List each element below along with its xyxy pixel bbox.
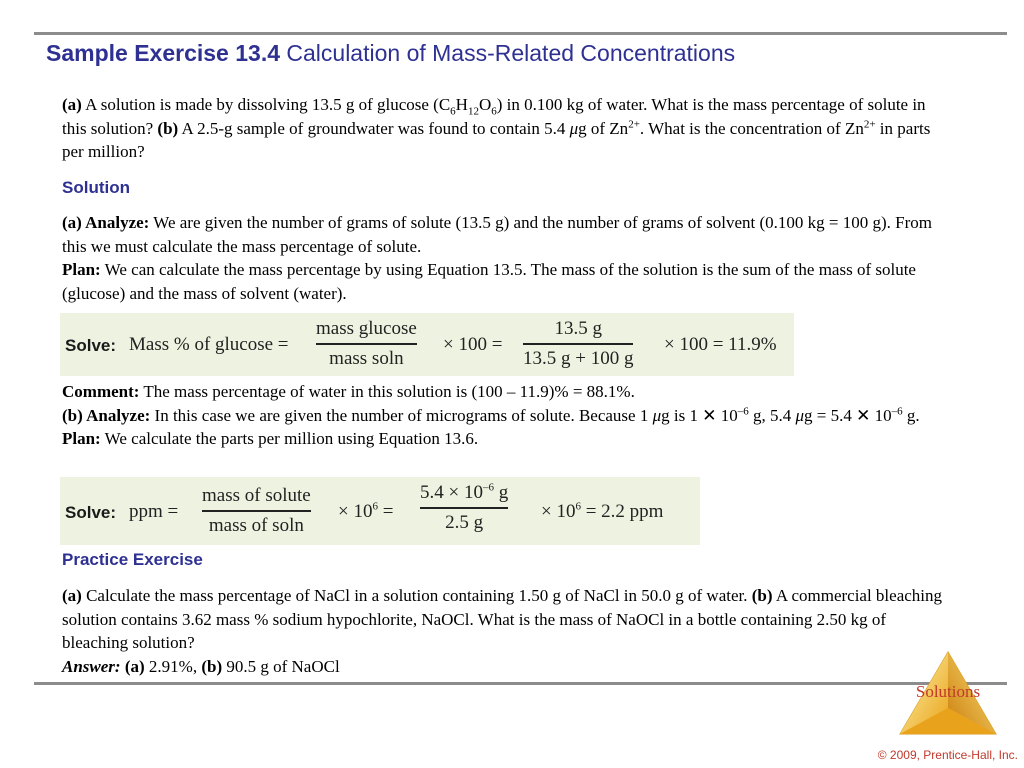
page-title [46, 40, 735, 67]
solutions-badge-label: Solutions [915, 682, 981, 701]
title-topic: Calculation of Mass-Related Concentrations [280, 40, 736, 66]
answer-b-label: (b) [201, 656, 223, 676]
analyze-b-text-2: g is 1 ✕ 10 [661, 405, 738, 425]
glucose-subscript-c: 6 [450, 105, 456, 118]
comment-label: Comment: [62, 382, 140, 401]
mu-symbol: μ [652, 405, 662, 425]
practice-b-label: (b) [751, 586, 773, 605]
answer-a: 2.91%, [144, 656, 202, 676]
eq2-frac1-denominator: mass of soln [208, 514, 304, 536]
eq2-frac2-num-a: 5.4 × 10 [420, 482, 483, 503]
eq2-fraction-1 [202, 484, 311, 538]
top-rule [34, 32, 1007, 35]
eq2-fraction-2 [420, 481, 508, 535]
eq2-frac2-denominator: 2.5 g [445, 511, 484, 533]
exponent: –6 [891, 404, 903, 417]
solution-part-a [62, 211, 952, 305]
solution-heading: Solution [62, 178, 130, 197]
analyze-b-text-4: g = 5.4 ✕ 10 [804, 405, 892, 425]
eq2-frac2-numerator [420, 481, 508, 505]
analyze-b-label: (b) Analyze: [62, 405, 151, 425]
eq2-frac2-num-b: g [493, 482, 509, 503]
plan-b-text: We calculate the parts per million using Equation 13.6. [100, 429, 479, 448]
exponent: 6 [372, 500, 378, 513]
ppm-equation [60, 477, 700, 545]
eq1-frac2-denominator: 13.5 g + 100 g [523, 347, 634, 369]
analyze-a-label: (a) Analyze: [62, 213, 150, 232]
practice-b-text: A commercial bleaching solution contains 3.62 mass % sodium hypochlorite, NaOCl. What is the mass of NaOCl in a bottle containing 2.50 kg of bleaching solution? [62, 586, 943, 652]
analyze-a-text: We are given the number of grams of solute (13.5 g) and the number of grams of solvent (0.100 kg = 100 g). From this we must calculate the mass percentage of solute. [62, 213, 932, 256]
glucose-subscript-h: 12 [467, 105, 479, 118]
eq1-frac2-numerator: 13.5 g [554, 318, 602, 339]
eq1-result: × 100 = 11.9% [664, 334, 777, 355]
eq1-frac1-denominator: mass soln [329, 347, 404, 369]
eq2-frac1-bar [202, 510, 311, 512]
bottom-rule [34, 682, 1007, 685]
eq1-times-1: × 100 = [443, 334, 503, 355]
exponent: –6 [737, 404, 749, 417]
mu-symbol: μ [569, 118, 579, 138]
eq2-times-1 [338, 501, 393, 523]
answer-a-label: (a) [120, 656, 145, 676]
zinc-charge-2: 2+ [863, 117, 876, 130]
eq2-result-b: = 2.2 ppm [580, 501, 664, 522]
exponent: –6 [482, 481, 494, 494]
eq1-frac2-bar [523, 343, 633, 345]
eq1-frac1-numerator: mass glucose [316, 318, 417, 339]
practice-a-label: (a) [62, 586, 82, 605]
comment-text: The mass percentage of water in this solution is (100 – 11.9)% = 88.1%. [139, 382, 635, 401]
title-exercise-number: Sample Exercise 13.4 [46, 40, 280, 66]
answer-label: Answer: [62, 656, 121, 676]
problem-statement [62, 93, 952, 164]
eq2-result [541, 501, 663, 523]
eq2-times-1-a: × 10 [338, 501, 373, 522]
problem-a-label: (a) [62, 95, 82, 114]
glucose-equation [60, 313, 794, 376]
practice-exercise [62, 584, 952, 678]
problem-b-text-4: in parts per million? [62, 118, 931, 161]
solve-label-1: Solve: [65, 336, 117, 355]
analyze-b-text-3: g, 5.4 [748, 405, 796, 425]
eq1-frac1-bar [316, 343, 417, 345]
copyright-notice: © 2009, Prentice-Hall, Inc. [877, 748, 1018, 762]
eq2-lhs: ppm = [129, 501, 179, 522]
eq1-lhs: Mass % of glucose = [129, 334, 289, 355]
solution-part-b [62, 380, 952, 451]
practice-heading: Practice Exercise [62, 550, 203, 569]
zinc-charge-1: 2+ [628, 117, 640, 130]
eq1-fraction-1 [316, 317, 417, 371]
problem-a-text-2: ) in 0.100 kg of water. What is the mass percentage of solute in this solution? [62, 95, 926, 138]
analyze-b-text-5: g. [902, 405, 920, 425]
practice-a-text: Calculate the mass percentage of NaCl in a solution containing 1.50 g of NaCl in 50.0 g of water. [81, 586, 752, 605]
plan-b-label: Plan: [62, 429, 101, 448]
answer-b: 90.5 g of NaOCl [222, 656, 340, 676]
eq2-frac2-bar [420, 507, 508, 509]
plan-a-label: Plan: [62, 260, 101, 279]
mu-symbol: μ [795, 405, 805, 425]
eq2-times-1-b: = [377, 501, 394, 522]
problem-b-text-1: A 2.5-g sample of groundwater was found to contain 5.4 [178, 118, 570, 138]
problem-b-text-3: . What is the concentration of Zn [639, 118, 864, 138]
analyze-b-text-1: In this case we are given the number of micrograms of solute. Because 1 [150, 405, 653, 425]
problem-a-text-1: A solution is made by dissolving 13.5 g of glucose (C [81, 95, 451, 114]
solve-label-2: Solve: [65, 503, 117, 522]
eq1-fraction-2 [523, 317, 633, 371]
eq2-frac1-numerator: mass of solute [202, 485, 311, 506]
glucose-h: H [455, 95, 468, 114]
plan-a-text: We can calculate the mass percentage by using Equation 13.5. The mass of the solution is the sum of the mass of solute (glucose) and the mass of solvent (water). [62, 260, 916, 303]
exponent: 6 [575, 500, 581, 513]
problem-b-label: (b) [157, 118, 179, 138]
glucose-o: O [478, 95, 492, 114]
eq2-result-a: × 10 [541, 501, 576, 522]
problem-b-text-2: g of Zn [578, 118, 629, 138]
glucose-subscript-o: 6 [491, 105, 497, 118]
